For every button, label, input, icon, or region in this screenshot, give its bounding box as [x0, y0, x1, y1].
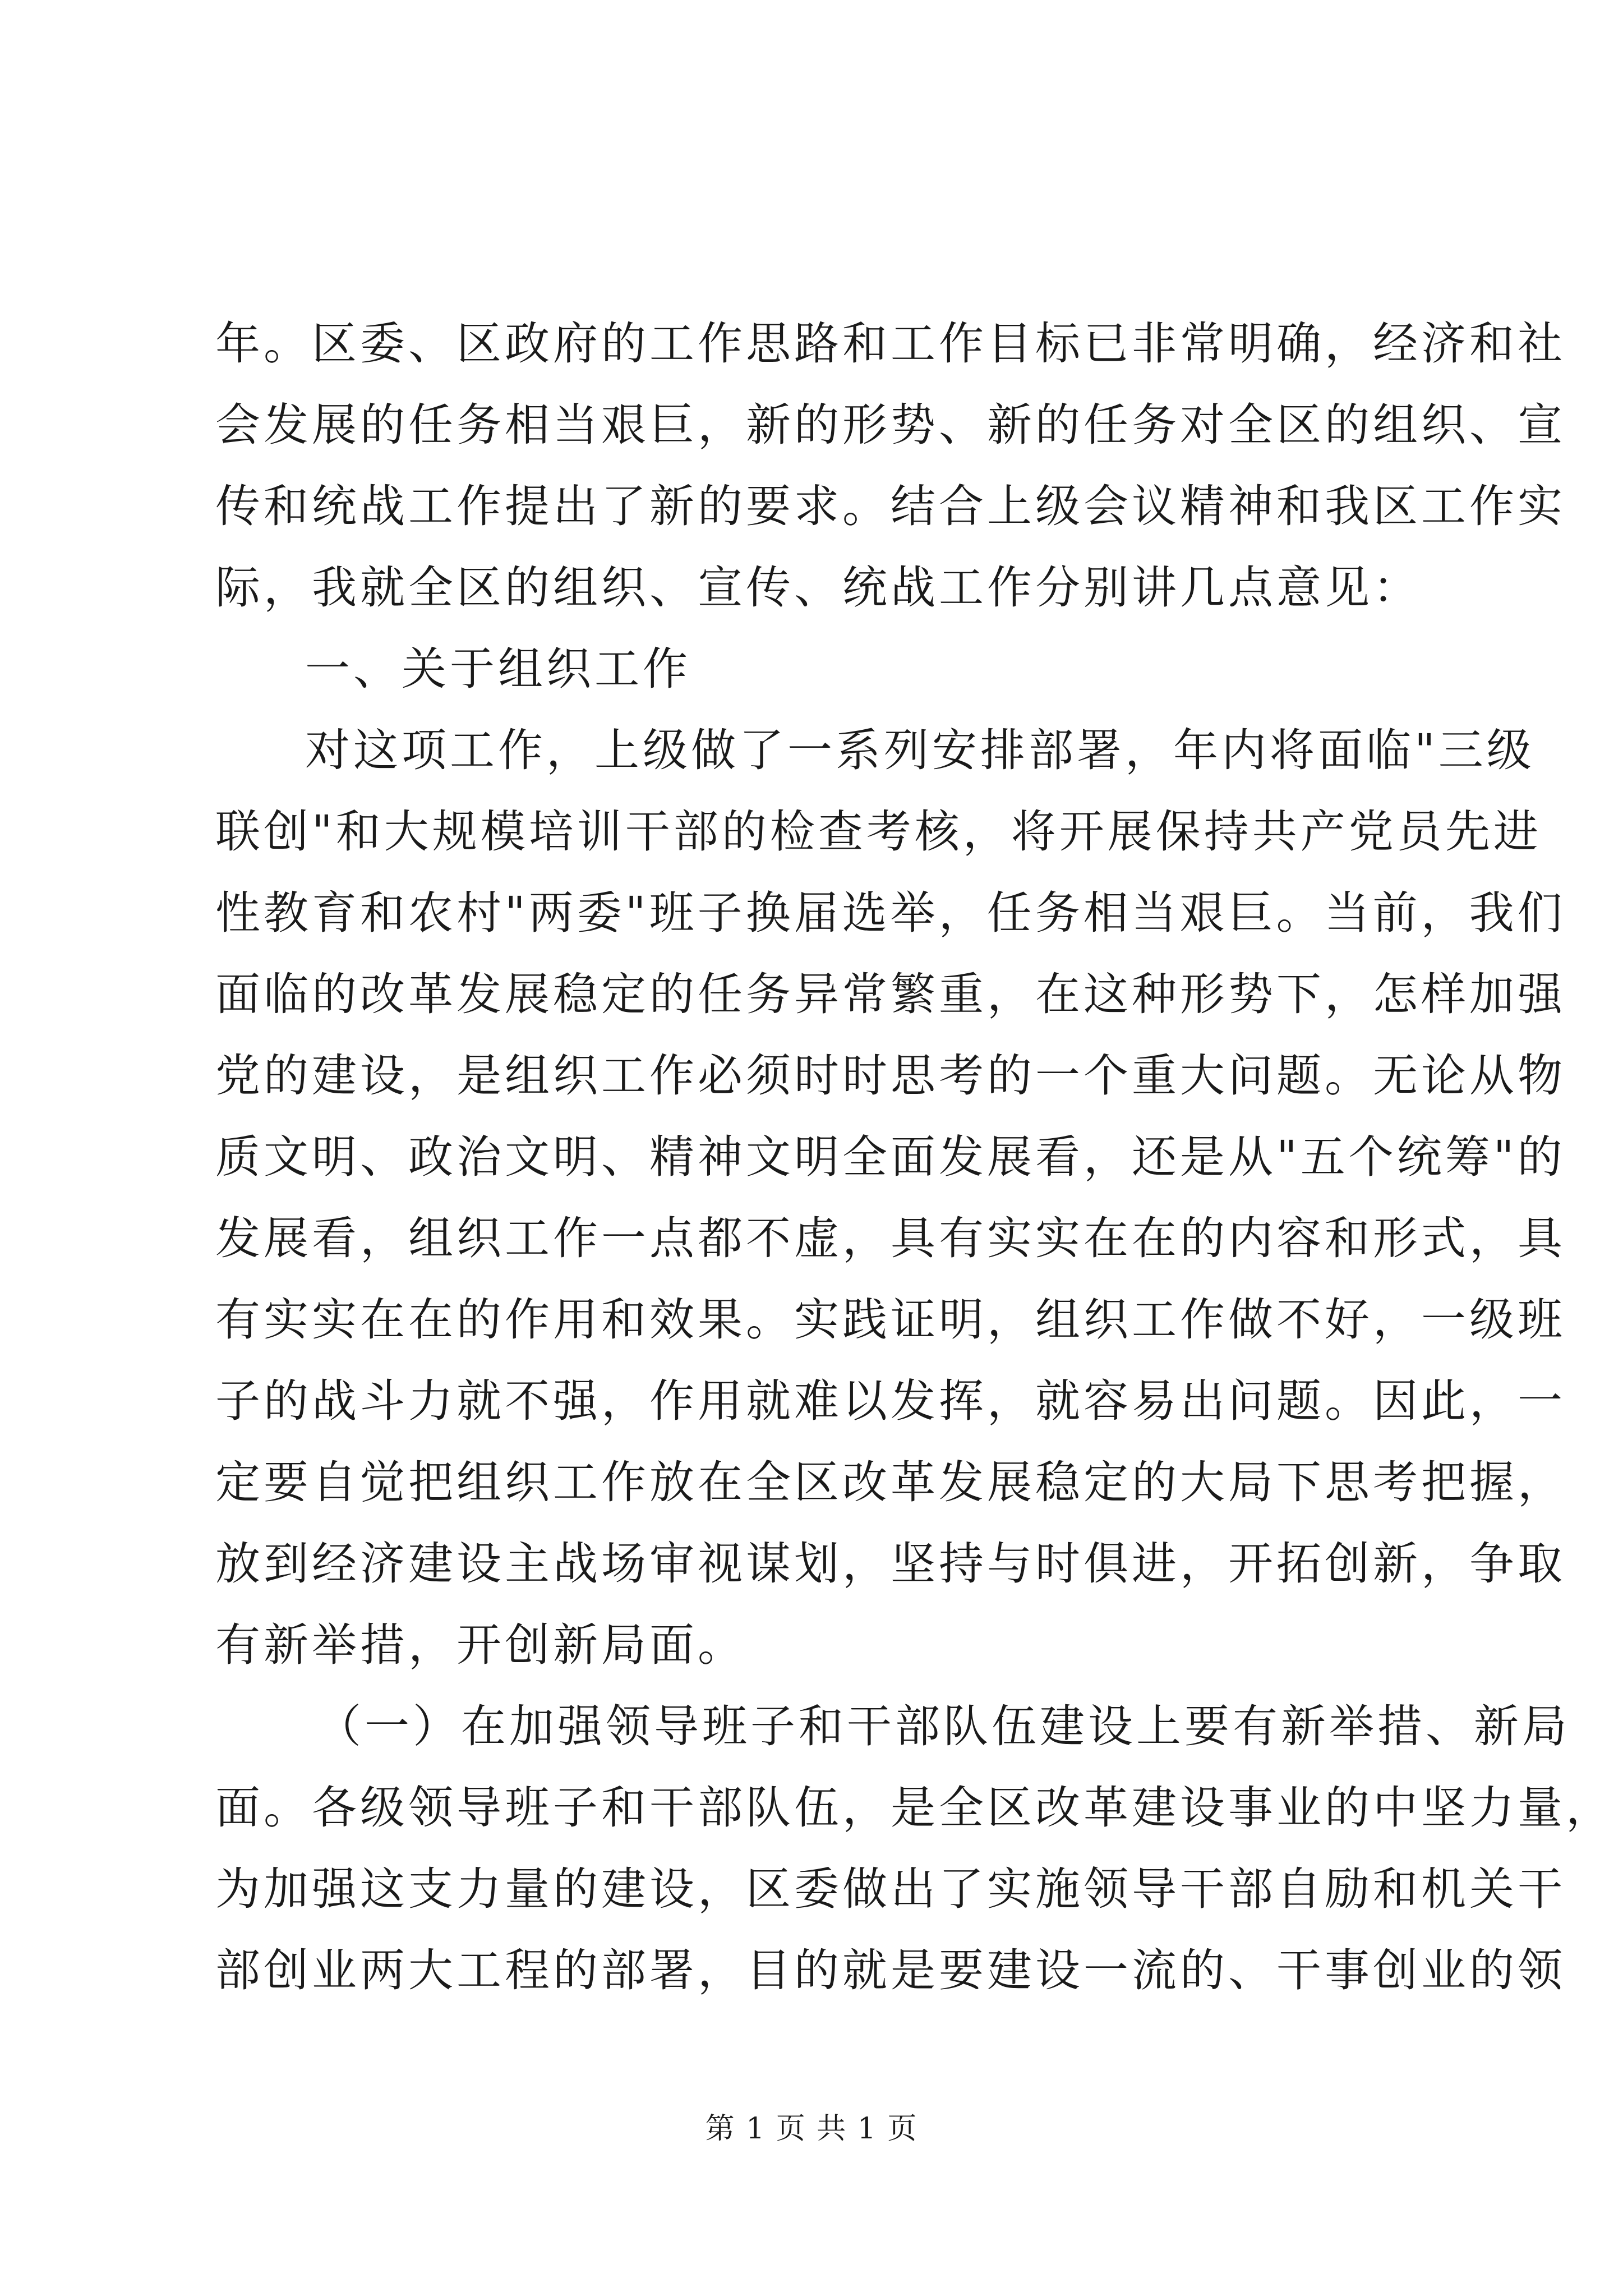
subsection-heading: （一）在加强领导班子和干部队伍建设上要有新举措、新局	[316, 1700, 1570, 1752]
text-line: 联创"和大规模培训干部的检查考核，将开展保持共产党员先进	[215, 806, 1542, 858]
text-line: 定要自觉把组织工作放在全区改革发展稳定的大局下思考把握，	[215, 1456, 1566, 1508]
text-line: 面临的改革发展稳定的任务异常繁重，在这种形势下，怎样加强	[215, 968, 1566, 1020]
text-line: 性教育和农村"两委"班子换届选举，任务相当艰巨。当前，我们	[215, 887, 1566, 939]
text-line: 传和统战工作提出了新的要求。结合上级会议精神和我区工作实	[215, 480, 1566, 532]
text-line: 有实实在在的作用和效果。实践证明，组织工作做不好，一级班	[215, 1294, 1566, 1346]
page-footer: 第 1 页 共 1 页	[705, 2112, 918, 2146]
text-line: 放到经济建设主战场审视谋划，坚持与时俱进，开拓创新，争取	[215, 1538, 1566, 1590]
text-line: 会发展的任务相当艰巨，新的形势、新的任务对全区的组织、宣	[215, 399, 1566, 451]
text-line: 部创业两大工程的部署，目的就是要建设一流的、干事创业的领	[215, 1944, 1566, 1996]
text-line: 有新举措，开创新局面。	[215, 1619, 746, 1671]
text-line: 对这项工作，上级做了一系列安排部署，年内将面临"三级	[305, 724, 1535, 776]
text-line: 发展看，组织工作一点都不虚，具有实实在在的内容和形式，具	[215, 1212, 1566, 1264]
text-line: 际，我就全区的组织、宣传、统战工作分别讲几点意见：	[215, 562, 1421, 614]
text-line: 面。各级领导班子和干部队伍，是全区改革建设事业的中坚力量，	[215, 1782, 1614, 1834]
text-line: 子的战斗力就不强，作用就难以发挥，就容易出问题。因此，一	[215, 1375, 1566, 1427]
text-line: 质文明、政治文明、精神文明全面发展看，还是从"五个统筹"的	[215, 1131, 1566, 1183]
section-heading: 一、关于组织工作	[305, 643, 691, 695]
document-body	[215, 303, 1614, 2011]
text-line: 为加强这支力量的建设，区委做出了实施领导干部自励和机关干	[215, 1863, 1566, 1915]
text-line: 党的建设，是组织工作必须时时思考的一个重大问题。无论从物	[215, 1050, 1566, 1102]
text-line: 年。区委、区政府的工作思路和工作目标已非常明确，经济和社	[215, 318, 1566, 370]
